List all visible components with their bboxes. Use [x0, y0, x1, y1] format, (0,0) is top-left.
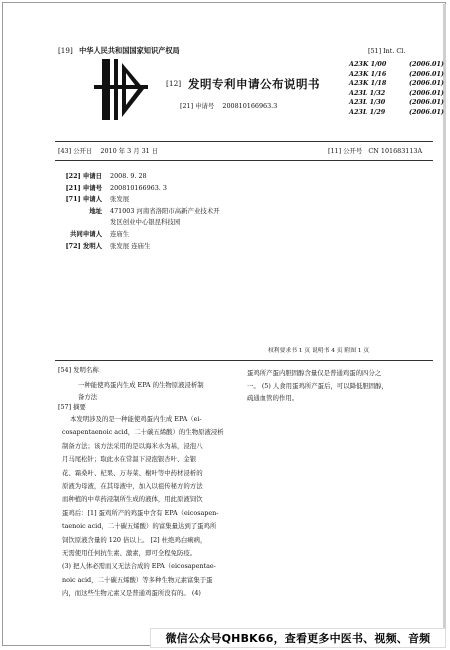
- abstract-line: 制备方法；该方法采用的是以海米水为基，浸泡八: [62, 441, 203, 450]
- publication-date-line: [58, 148, 158, 154]
- biblio-value: 2008. 9. 28: [110, 172, 147, 180]
- biblio-row: [58, 229, 220, 241]
- biblio-tag: [21] 申请号: [65, 183, 102, 192]
- wechat-banner: [150, 628, 446, 648]
- ipc-code: A23K 1/16: [349, 69, 387, 78]
- biblio-row: [58, 217, 220, 229]
- invention-title-line: 一种能使鸡蛋内生成 EPA 的生物原液浸析制: [78, 381, 204, 389]
- ipc-code: A23L 1/32: [349, 88, 386, 97]
- appno-tag: [21] 申请号: [180, 102, 215, 110]
- ipc-code: A23K 1/00: [349, 60, 387, 68]
- abstract-line: taenoic acid，二十碳五烯酸）的富集量达到了蛋鸡所: [62, 522, 217, 531]
- abstract-continued: [247, 367, 388, 405]
- abstract-line: 花、霜桑叶、杞果、万寿菜、榭叶等中药材浸析的: [62, 468, 203, 477]
- claims-meta: 权利要求书 1 页 说明书 4 页 附图 1 页: [268, 348, 370, 354]
- ipc-date: (2006.01): [409, 107, 444, 116]
- ipc-date: (2006.01): [409, 60, 444, 68]
- abstract-continued-line: 疏通血管的作用。: [247, 394, 299, 403]
- biblio-row: [58, 171, 220, 183]
- divider-top: [55, 141, 433, 142]
- office-tag: [19]: [58, 46, 73, 55]
- abstract-line: 蛋鸡后：[1] 蛋鸡所产的鸡蛋中含有 EPA（eicosapen-: [62, 508, 219, 517]
- ipc-row: [349, 79, 444, 89]
- application-number: 200810166963.3: [222, 102, 278, 110]
- document-title: 发明专利申请公布说明书: [188, 77, 320, 91]
- abstract-line: 而种植的中草药浸制所生成的液体，用此原液饲饮: [62, 495, 203, 504]
- ipc-date: (2006.01): [409, 69, 444, 78]
- ipc-code: A23L 1/30: [349, 98, 386, 106]
- ipc-code: A23L 1/29: [349, 107, 386, 116]
- sipo-logo: [92, 57, 152, 122]
- ipc-date: (2006.01): [409, 79, 444, 87]
- biblio-row: [58, 206, 220, 218]
- divider-bottom: [55, 360, 433, 361]
- ipc-code: A23K 1/18: [349, 79, 387, 87]
- biblio-value: 连庙生: [110, 229, 130, 238]
- abstract-line: 月马尾松针；取此水在常温下浸泡银杏叶、金银: [62, 455, 197, 464]
- ipc-date: (2006.01): [409, 88, 444, 97]
- biblio-tag: [71] 申请人: [65, 195, 102, 204]
- invention-title-tag: [54] 发明名称: [58, 366, 99, 374]
- biblio-tag: 共同申请人: [70, 229, 102, 238]
- biblio-tag: 地址: [89, 206, 102, 215]
- invention-title: [78, 380, 204, 403]
- biblio-tag: [58, 217, 102, 229]
- publication-date: 2010 年 3 月 31 日: [100, 147, 159, 155]
- invention-title-line: 备方法: [78, 392, 98, 401]
- abstract-line: noic acid，二十碳五烯酸）等多种生物元素富集于蛋: [62, 575, 213, 584]
- biblio-row: [58, 241, 220, 253]
- biblio-row: [58, 194, 220, 206]
- ipc-row: [349, 98, 444, 108]
- ipc-date: (2006.01): [409, 98, 444, 106]
- pubno-label: [11] 公开号: [328, 147, 363, 155]
- biblio-tag: [72] 发明人: [65, 241, 102, 250]
- biblio-tag: [22] 申请日: [65, 172, 102, 180]
- publication-number: CN 101683113A: [368, 147, 423, 155]
- publication-number-line: [328, 148, 422, 154]
- ipc-list: [349, 60, 444, 117]
- biblio-value: 发区创业中心银昆科技园: [110, 218, 181, 227]
- wechat-banner-text: 微信公众号QHBK66，查看更多中医书、视频、音频: [165, 632, 431, 645]
- ipc-row: [349, 108, 444, 118]
- pubdate-label: [43] 公开日: [58, 147, 93, 155]
- abstract-line: cosapentaenoic acid，二十碳五烯酸）的生物原液浸析: [62, 428, 224, 437]
- abstract-line: 无需使用任何抗生素、激素，即可全程免防疫。: [62, 549, 197, 558]
- biblio-value: 张发展: [110, 195, 130, 204]
- biblio-value: 200810166963. 3: [110, 183, 167, 192]
- office-line: [58, 47, 180, 54]
- biblio-value: 471003 河南省洛阳市高新产业技术开: [110, 206, 220, 215]
- abstract-line: (3) 把人体必需而又无法合成的 EPA（eicosapentae-: [62, 562, 216, 571]
- bibliographic-data: [58, 171, 220, 252]
- abstract-line: 饲饮原液含量的 120 倍以上。 [2] 杜绝鸡白痢病，: [62, 535, 207, 544]
- divider-mid: [55, 160, 433, 161]
- ipc-row: [349, 89, 444, 99]
- doc-tag: [12]: [166, 79, 182, 88]
- office-name: 中华人民共和国国家知识产权局: [79, 46, 180, 55]
- biblio-value: 张发展 连庙生: [110, 241, 151, 250]
- ipc-row: [349, 60, 444, 70]
- intcl-label: [51] Int. Cl.: [368, 47, 406, 55]
- ipc-row: [349, 70, 444, 80]
- abstract-line: 原液为母液，在其母液中，加入以祖传秘方的方法: [62, 482, 203, 491]
- abstract-continued-line: 蛋鸡所产蛋内胆固醇含量仅是普通鸡蛋的四分之: [247, 369, 382, 377]
- abstract-line: 本发明涉及的是一种能使鸡蛋内生成 EPA（ei-: [70, 415, 202, 423]
- abstract-tag: [57] 摘要: [58, 403, 86, 411]
- abstract-line: 内，而这些生物元素又是普通鸡蛋所没有的。 (4): [62, 589, 201, 598]
- abstract-text: [62, 413, 224, 601]
- application-number-line: [180, 103, 277, 109]
- biblio-row: [58, 183, 220, 195]
- abstract-continued-line: 一。 (5) 人食用蛋鸡所产蛋后，可以降低胆固醇，: [247, 381, 388, 390]
